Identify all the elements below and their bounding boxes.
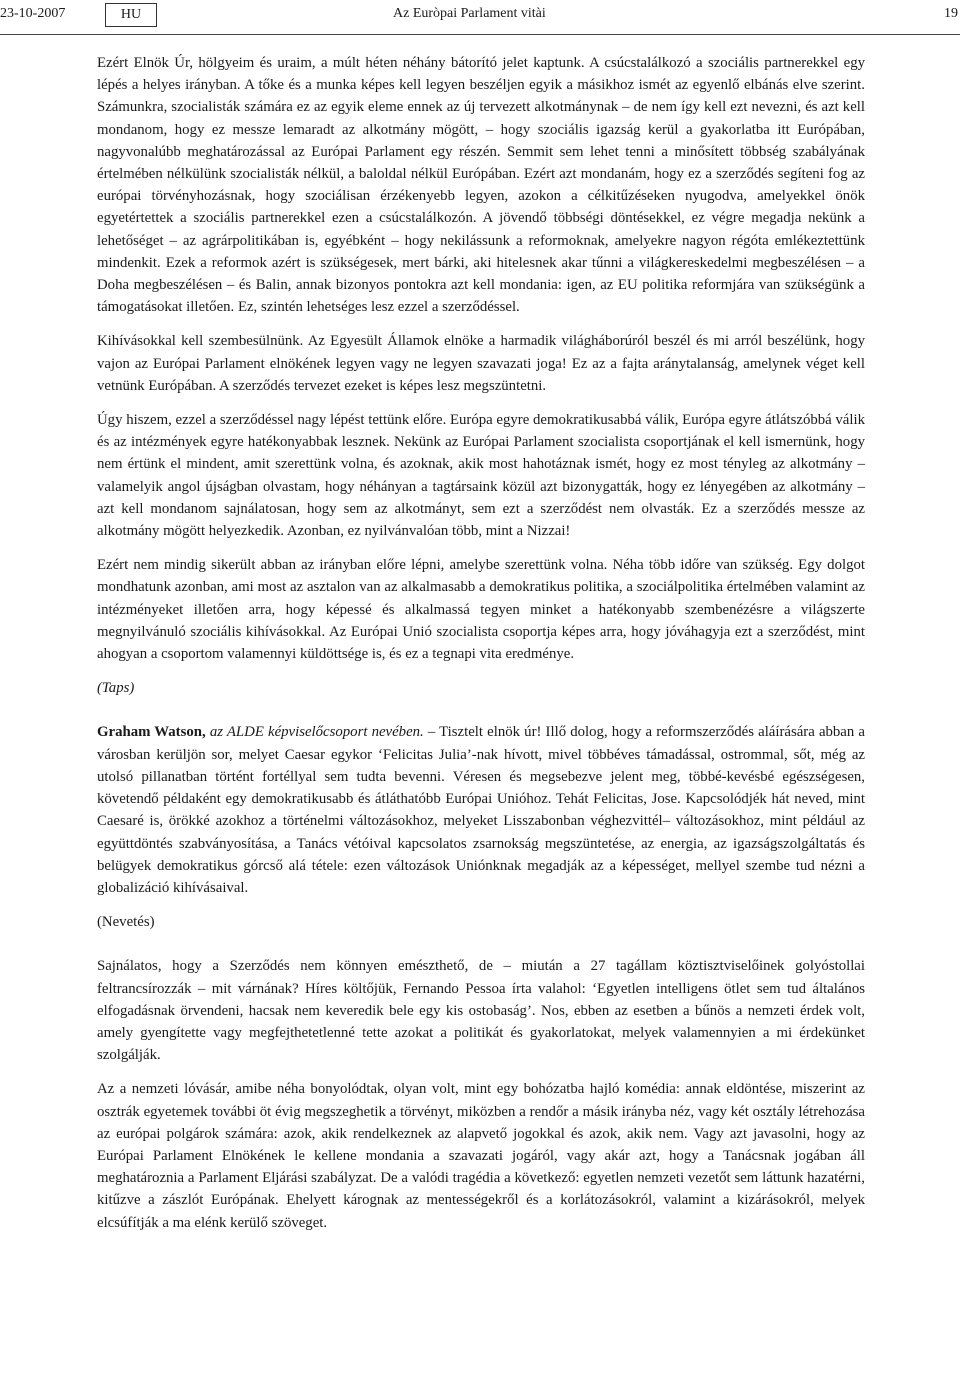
applause-note: (Taps) <box>97 680 135 697</box>
paragraph-7: Az a nemzeti lóvásár, amibe néha bonyolódtak, olyan volt, mint egy bohózatba hajló komédia: annak eldöntése, miszerint az osztrák egyetemek további öt évig megszeghetik a törvényt, miközben a rendőr a másik irányba néz, vagy két osztály létrehozása az európai polgárok számára: azok, akik rendelkeznek az alapvető jogokkal és azok, akik nem. Vagy azt javasolni, hogy az Európai Parlament Elnökének le kellene mondania a szavazati jogáról, vagy akár azt, hogy a Tanácsnak jogában áll meghatároznia a Parlament Eljárási szabályzat. De a valódi tragédia a következő: egyetlen nemzeti vezetőt sem láttunk hazatérni, kitűzve a zászlót Európának. Ehelyett kárognak az mentességekről és a korlátozásokról, valamint a kizárásokról, melyek elcsúfítják a ma elénk kerülő szöveget. <box>97 1081 865 1231</box>
speaker-role: az ALDE képviselőcsoport nevében. <box>205 724 424 741</box>
paragraph-2: Kihívásokkal kell szembesülnünk. Az Egyesült Államok elnöke a harmadik világháborúról beszél és mi arról beszélünk, hogy vajon az Európai Parlament elnökének legyen vagy ne legyen szavazati joga! Ez az a fajta aránytalanság, amelynek véget kell vetnünk Európában. A szerződés tervezet ezeket is képes lesz megszüntetni. <box>97 333 865 394</box>
paragraph-4: Ezért nem mindig sikerült abban az irányban előre lépni, amelybe szerettünk volna. Néha több időre van szükség. Egy dolgot mondhatunk azonban, ami most az asztalon van az alkalmasabb a demokratikus politika, a szociálpolitika értelmében valamint az intézményeket illetően arra, hogy képessé és alkalmassá tegyen minket a hatékonyabb szembenézésre a világszerte megnyilvánuló szociális kihívásokkal. Az Európai Unió szocialista csoportja képes arra, hogy jóváhagyja ezt a szerződést, mint ahogyan a csoportom valamennyi küldöttsége is, és ez a tegnapi vita eredménye. <box>97 557 865 663</box>
page-header <box>0 0 960 34</box>
laughter-note: (Nevetés) <box>97 914 155 931</box>
paragraph-3: Úgy hiszem, ezzel a szerződéssel nagy lépést tettünk előre. Európa egyre demokratikusabbá válik, Európa egyre átlátszóbbá válik és az intézmények egyre hatékonyabbak lesznek. Nekünk az Európai Parlament szocialista csoportjának el kell ismernünk, hogy nem értünk el mindent, amit szerettünk volna, és azoknak, akik most hahotáznak ismét, hogy ez most tényleg az alkotmány – valamelyik angol újságban olvastam, hogy néhányan a tagtársaink közül azt bizonygatták, hogy ez lényegében az alkotmány – azt kell mondanom sajnálatosan, hogy sem az alkotmányt, sem ezt a szerződést nem olvasták. Ez a szerződés messze az alkotmány mögött helyezkedik. Azonban, ez nyilvánvalóan több, mint a Nizzai! <box>97 412 865 540</box>
language-badge: HU <box>105 3 157 27</box>
header-title: Az Euròpai Parlament vitài <box>393 6 546 21</box>
speaker-name: Graham Watson, <box>97 724 206 741</box>
paragraph-1: Ezért Elnök Úr, hölgyeim és uraim, a múlt héten néhány bátorító jelet kaptunk. A csúcstalálkozó a szociális partnerekkel egy lépés a helyes irányban. A tőke és a munka képes kell legyen beszéljen egyik a másikhoz ismét az egyenlő elbánás elve szerint. Számunkra, szocialisták számára ez az egyik eleme ennek az új tervezett alkotmánynak – de nem így kell ezt nevezni, és azt kell mondanom, hogy ez messze lemaradt az alkotmány mögött, – hogy szociális igazság kerül a gyakorlatba itt Európában, nagyvonalúbb meghatározással az Európai Parlament egy részén. Semmit sem lehet tenni a minősített többség szabályának értelmében nélkülünk szocialisták nélkül, a baloldal nélkül Európában. Ezért azt mondanám, hogy ez a szerződés segíteni fog az európai törvényhozásnak, hogy szociálisan érzékenyebb legyen, azokon a célkitűzéseken nyugodva, amelyekkel önök egyetértettek a szociális partnerekkel ezen a csúcstalálkozón. A jövendő többségi döntésekkel, ez végre megadja nekünk a lehetőséget – az agrárpolitikában is, egyébként – hogy nekilássunk a reformoknak, amelyekre nagyon régóta emlékeztettünk mindenkit. Ezek a reformok azért is szükségesek, mert bárki, aki hitelesnek akar tűnni a világkereskedelmi megbeszélésen – a Doha megbeszélésen – és Balin, annak bizonyos pontokra azt kell mondania: igen, az EU politika reformjára van szükségünk a támogatásokat illetően. Ez, szintén lehetséges lesz ezzel a szerződéssel. <box>97 55 865 316</box>
speech-paragraph-watson <box>97 721 865 899</box>
speech-text: – Tisztelt elnök úr! Illő dolog, hogy a reformszerződés aláírására abban a városban kerüljön sor, melyet Caesar egykor ‘Felicitas Julia’-nak hívott, mivel többéves támadással, ostrommal, sőt, még az utolsó pillanatban történt fortéllyal sem tudta bevenni. Véresen és megsebezve jelent meg, többé-kevésbé egészségesen, követendő példaként egy demokratikusabb és átláthatóbb Európai Unióhoz. Tehát Felicitas, Jose. Kapcsolódjék hát neved, mint Caesaré is, örökké azokhoz a történelmi változásokhoz, melyeket Lisszabonban véghezvittél– változásokhoz, mint például az együttdöntés szabványosítása, a Tanács vétóival kapcsolatos zsarnokság megszüntetése, az energia, az igazságszolgáltatás és belügyek demokratikus górcső alá tétele: ezen változások Uniónknak megadják az a képességet, mellyel szembe tud nézni a globalizáció kihívásaival. <box>97 724 865 896</box>
page-number: 19 <box>944 6 958 21</box>
header-date: 23-10-2007 <box>0 6 66 21</box>
paragraph-6: Sajnálatos, hogy a Szerződés nem könnyen emészthető, de – miután a 27 tagállam köztisztviselőinek golyóstollai feltrancsírozzák – mit várnának? Híres költőjük, Fernando Pessoa írta valahol: ‘Egyetlen intelligens ötlet sem tud általános elfogadásnak örvendeni, hacsak nem keveredik bele egy kis ostobaság’. Nos, ebben az esetben a bűnös a nemzeti érdek volt, amely gyengítette vagy megfejthetetlenné tette azokat a politikát és gyakorlatokat, melyek valamennyien a mi érdekünket szolgálják. <box>97 958 865 1064</box>
document-body <box>97 52 865 1246</box>
header-divider <box>0 34 960 35</box>
